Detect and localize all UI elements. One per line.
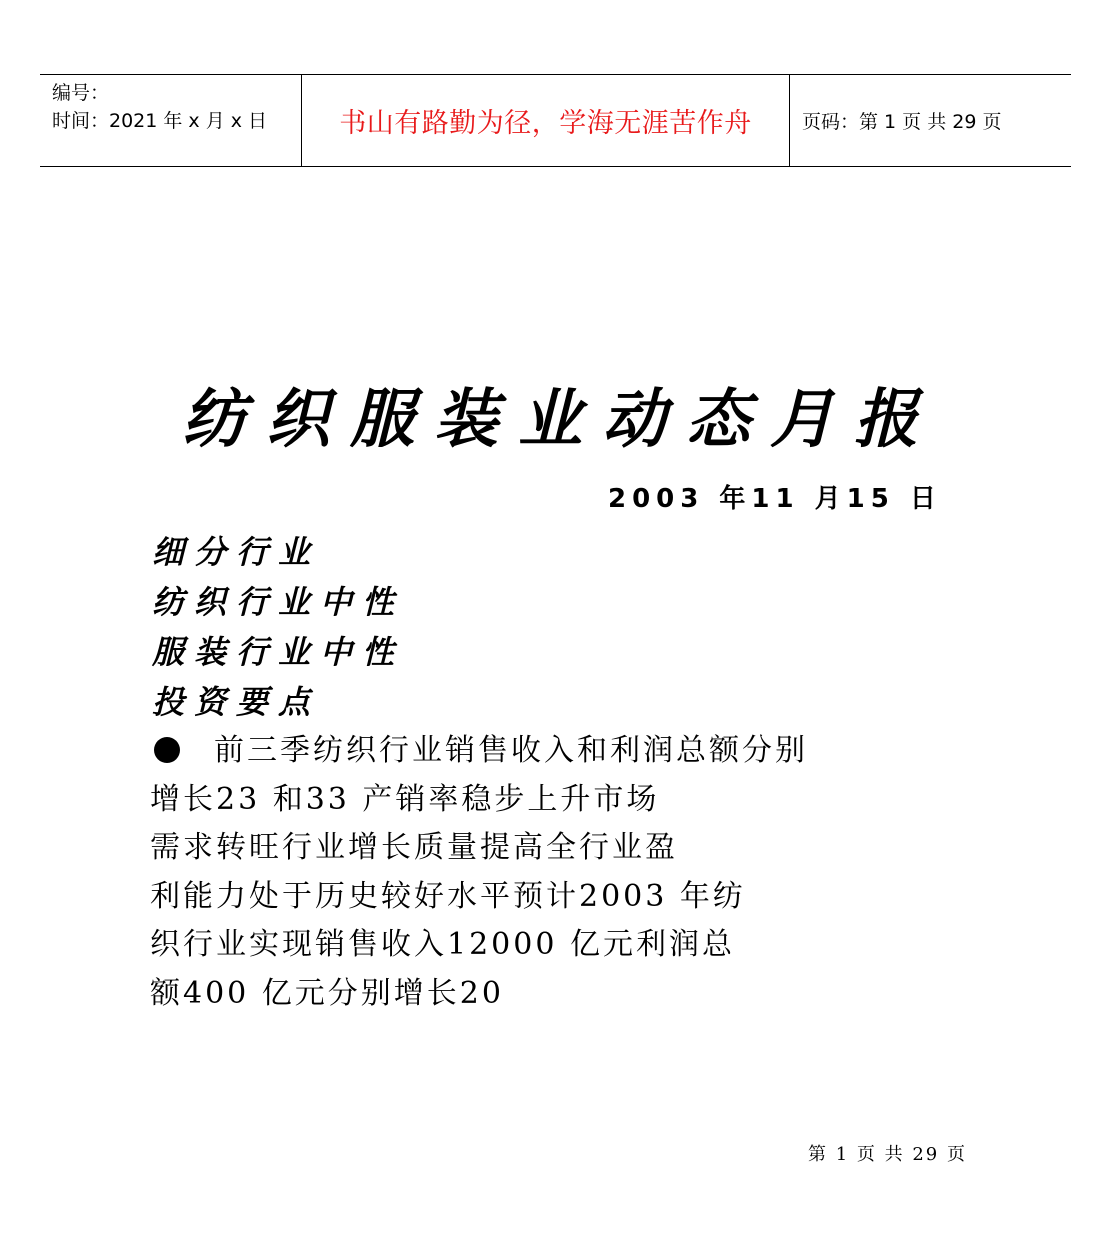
paragraph-line-text: 前三季纺织行业销售收入和利润总额分别	[214, 733, 808, 768]
paragraph-line: 需求转旺行业增长质量提高全行业盈	[150, 830, 678, 865]
section-heading-investment-points: 投资要点	[152, 683, 321, 721]
header-meta-cell	[40, 75, 302, 166]
bullet-icon	[154, 737, 180, 763]
paragraph-line: 织行业实现销售收入12000 亿元利润总	[150, 927, 735, 962]
investment-summary-paragraph	[150, 727, 910, 1018]
report-date: 2003 年11 月15 日	[608, 484, 942, 514]
header-page-cell	[790, 75, 1071, 166]
report-title: 纺织服装业动态月报	[182, 383, 938, 457]
header-motto-cell	[302, 75, 790, 166]
paragraph-line	[150, 727, 910, 776]
section-heading-subsectors: 细分行业	[152, 533, 321, 571]
number-label: 编号：	[52, 82, 110, 104]
paragraph-line: 增长23 和33 产销率稳步上升市场	[150, 781, 660, 817]
time-label: 时间：2021 年 x 月 x 日	[52, 110, 268, 132]
motto-text: 书山有路勤为径，学海无涯苦作舟	[339, 108, 752, 139]
paragraph-line: 额400 亿元分别增长20	[150, 975, 504, 1011]
section-heading-textile-rating: 纺织行业中性	[152, 583, 405, 621]
paragraph-line: 利能力处于历史较好水平预计2003 年纺	[150, 878, 746, 914]
header-page-info: 页码：第 1 页 共 29 页	[802, 111, 1002, 133]
section-heading-apparel-rating: 服装行业中性	[152, 633, 405, 671]
footer-page-number: 第 1 页 共 29 页	[808, 1144, 967, 1165]
document-header	[40, 74, 1071, 167]
